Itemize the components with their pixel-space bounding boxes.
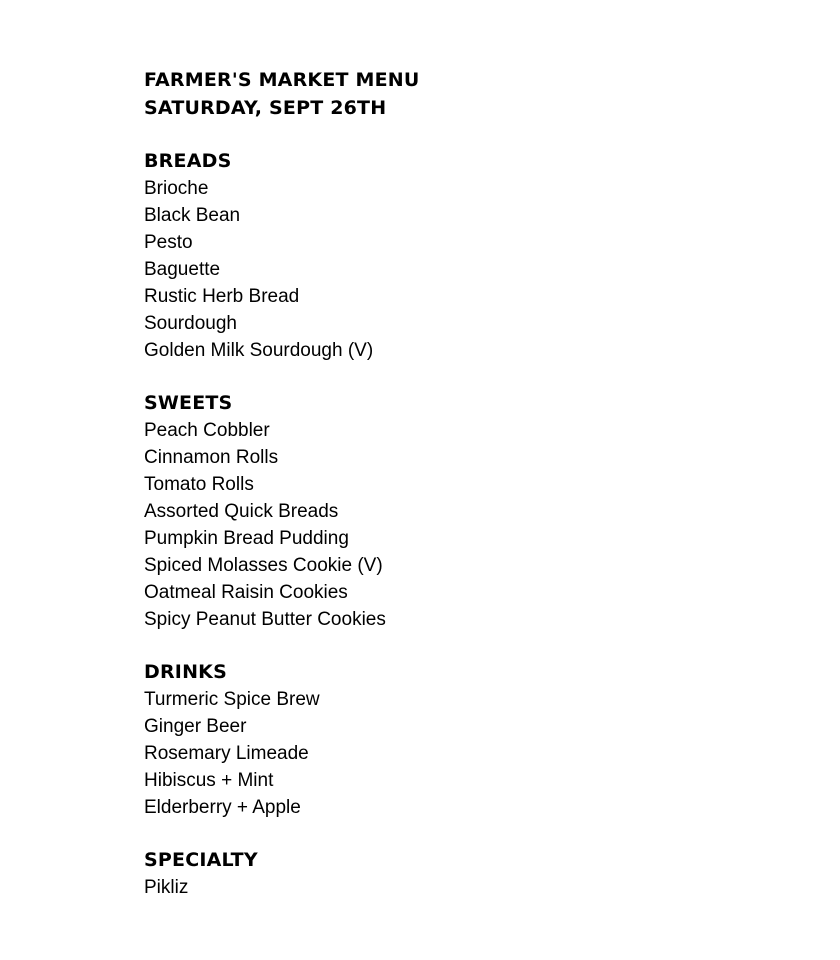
list-item: Spicy Peanut Butter Cookies [144,609,386,630]
list-item: Black Bean [144,205,241,226]
menu-title: FARMER'S MARKET MENU [144,69,420,91]
list-item: Tomato Rolls [144,474,254,495]
list-item: Elderberry + Apple [144,797,301,818]
list-item: Spiced Molasses Cookie (V) [144,555,383,576]
list-item: Brioche [144,178,209,199]
list-item: Rustic Herb Bread [144,286,300,307]
list-item: Sourdough [144,313,237,334]
list-item: Baguette [144,259,221,280]
section-heading: SPECIALTY [144,849,258,871]
list-item: Peach Cobbler [144,420,270,441]
list-item: Oatmeal Raisin Cookies [144,582,348,603]
menu-date: SATURDAY, SEPT 26TH [144,97,387,119]
list-item: Assorted Quick Breads [144,501,339,522]
list-item: Hibiscus + Mint [144,770,274,791]
item-list [144,175,804,364]
menu-document [144,66,804,901]
list-item: Ginger Beer [144,716,247,737]
item-list [144,417,804,633]
list-item: Rosemary Limeade [144,743,309,764]
list-item: Pesto [144,232,193,253]
section-heading: DRINKS [144,661,227,683]
section-specialty [144,847,804,901]
section-sweets [144,390,804,633]
list-item: Pumpkin Bread Pudding [144,528,349,549]
item-list [144,686,804,821]
list-item: Golden Milk Sourdough (V) [144,340,374,361]
section-heading: BREADS [144,150,232,172]
section-breads [144,148,804,364]
section-drinks [144,659,804,821]
list-item: Turmeric Spice Brew [144,689,320,710]
list-item: Pikliz [144,877,189,898]
list-item: Cinnamon Rolls [144,447,279,468]
section-heading: SWEETS [144,392,233,414]
item-list [144,874,804,901]
